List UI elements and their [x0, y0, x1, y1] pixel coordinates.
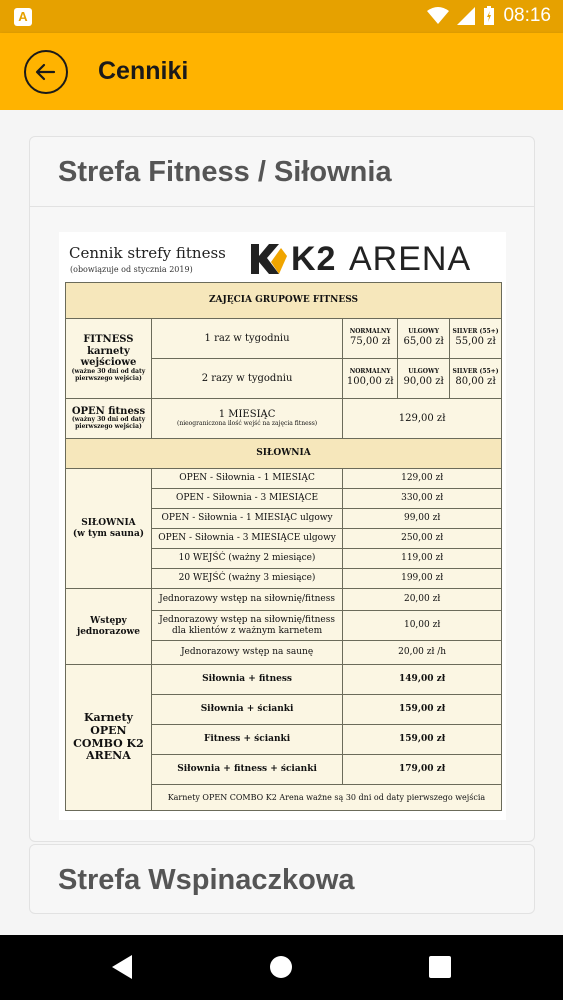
open-fitness-category: OPEN fitness (ważny 30 dni od daty pierwszego wejścia)	[66, 399, 152, 439]
pricing-subtitle: (obowiązuje od stycznia 2019)	[70, 265, 193, 274]
table-row: Jednorazowy wstęp na siłownię/fitness	[151, 589, 342, 611]
section-card-fitness	[29, 136, 535, 842]
price-cell: 129,00 zł	[343, 399, 502, 439]
table-row: OPEN - Siłownia - 3 MIESIĄCE	[151, 489, 342, 509]
table-row: Siłownia + fitness	[151, 665, 342, 695]
price-cell: SILVER (55+) 80,00 zł	[450, 359, 502, 399]
combo-category: Karnety OPEN COMBO K2 ARENA	[66, 665, 152, 811]
group-fitness-header: ZAJĘCIA GRUPOWE FITNESS	[66, 283, 502, 319]
section-header-climbing[interactable]: Strefa Wspinaczkowa	[58, 864, 355, 896]
table-row: OPEN - Siłownia - 3 MIESIĄCE ulgowy	[151, 529, 342, 549]
nav-recents-icon[interactable]	[429, 956, 451, 978]
gym-category: SIŁOWNIA (w tym sauna)	[66, 469, 152, 589]
app-notification-icon: A	[14, 8, 32, 26]
price-cell: 119,00 zł	[343, 549, 502, 569]
price-cell: 330,00 zł	[343, 489, 502, 509]
table-row: OPEN - Siłownia - 1 MIESIĄC ulgowy	[151, 509, 342, 529]
status-icons	[427, 5, 551, 27]
clock: 08:16	[503, 5, 551, 26]
k2-arena-logo	[249, 242, 499, 278]
content-scroll[interactable]	[0, 110, 563, 935]
price-cell: SILVER (55+) 55,00 zł	[450, 319, 502, 359]
price-cell: 159,00 zł	[343, 725, 502, 755]
fitness-category: FITNESS karnety wejściowe (ważne 30 dni od daty pierwszego wejścia)	[66, 319, 152, 399]
table-row: 20 WEJŚĆ (ważny 3 miesiące)	[151, 569, 342, 589]
status-bar	[0, 0, 563, 33]
combo-note: Karnety OPEN COMBO K2 Arena ważne są 30 dni od daty pierwszego wejścia	[151, 785, 501, 811]
nav-home-icon[interactable]	[269, 955, 293, 979]
pricing-title: Cennik strefy fitness	[69, 244, 226, 262]
app-bar	[0, 33, 563, 110]
table-row: 1 raz w tygodniu	[151, 319, 342, 359]
table-row: 1 MIESIĄC (nieograniczona ilość wejść na zajęcia fitness)	[151, 399, 342, 439]
signal-icon	[457, 7, 475, 25]
price-cell: 99,00 zł	[343, 509, 502, 529]
single-entry-category: Wstępy jednorazowe	[66, 589, 152, 665]
price-cell: NORMALNY 100,00 zł	[343, 359, 398, 399]
price-cell: 20,00 zł	[343, 589, 502, 611]
back-arrow-icon	[26, 52, 66, 92]
table-row: Jednorazowy wstęp na saunę	[151, 641, 342, 665]
price-cell: 159,00 zł	[343, 695, 502, 725]
table-row: Fitness + ścianki	[151, 725, 342, 755]
battery-icon	[483, 6, 495, 26]
wifi-icon	[427, 7, 449, 25]
section-header-fitness[interactable]: Strefa Fitness / Siłownia	[30, 137, 534, 207]
table-row: Jednorazowy wstęp na siłownię/fitness dla klientów z ważnym karnetem	[151, 611, 342, 641]
price-cell: ULGOWY 65,00 zł	[398, 319, 450, 359]
section-card-climbing[interactable]	[29, 844, 535, 914]
pricing-image	[59, 232, 506, 820]
nav-back-icon[interactable]	[112, 955, 134, 979]
price-cell: NORMALNY 75,00 zł	[343, 319, 398, 359]
price-cell: 10,00 zł	[343, 611, 502, 641]
table-row: Siłownia + fitness + ścianki	[151, 755, 342, 785]
price-cell: 199,00 zł	[343, 569, 502, 589]
navigation-bar	[0, 935, 563, 1000]
pricing-table	[65, 282, 502, 811]
logo-arena-text: ARENA	[349, 240, 472, 278]
price-cell: 149,00 zł	[343, 665, 502, 695]
price-cell: 20,00 zł /h	[343, 641, 502, 665]
logo-k2-text: K2	[291, 240, 337, 278]
price-cell: 179,00 zł	[343, 755, 502, 785]
table-row: 10 WEJŚĆ (ważny 2 miesiące)	[151, 549, 342, 569]
k2-logo-mark-icon	[249, 242, 289, 276]
price-cell: 129,00 zł	[343, 469, 502, 489]
price-cell: ULGOWY 90,00 zł	[398, 359, 450, 399]
price-cell: 250,00 zł	[343, 529, 502, 549]
table-row: 2 razy w tygodniu	[151, 359, 342, 399]
back-button[interactable]	[24, 50, 68, 94]
gym-header: SIŁOWNIA	[66, 439, 502, 469]
table-row: Siłownia + ścianki	[151, 695, 342, 725]
table-row: OPEN - Siłownia - 1 MIESIĄC	[151, 469, 342, 489]
page-title: Cenniki	[98, 57, 189, 85]
